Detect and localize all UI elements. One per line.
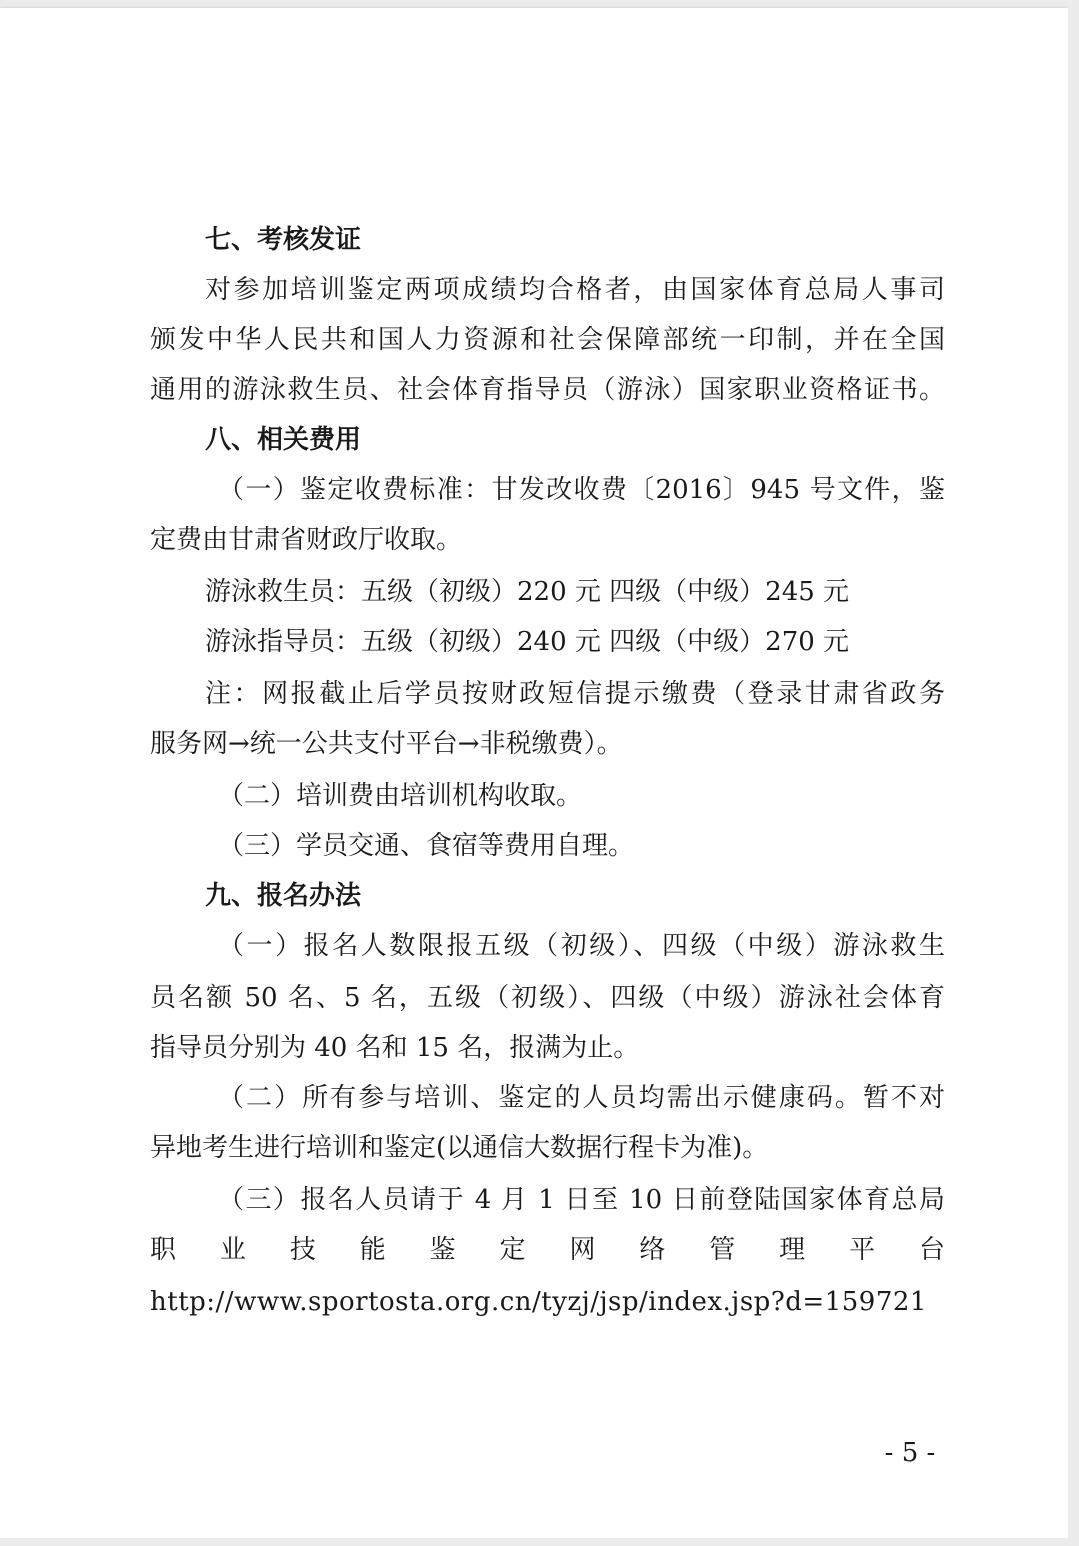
section9-item1-line-1: （一）报名人数限报五级（初级）、四级（中级）游泳救生 — [218, 931, 945, 961]
page-number: - 5 - — [884, 1438, 936, 1468]
section8-item3: （三）学员交通、食宿等费用自理。 — [218, 831, 635, 861]
section8-note-line-1: 注：网报截止后学员按财政短信提示缴费（登录甘肃省政务 — [205, 679, 945, 709]
section8-note-line-2: 服务网→统一公共支付平台→非税缴费）。 — [150, 729, 623, 759]
section7-line-1: 对参加培训鉴定两项成绩均合格者，由国家体育总局人事司 — [205, 275, 945, 305]
section-heading-7: 七、考核发证 — [205, 225, 362, 255]
section8-item2: （二）培训费由培训机构收取。 — [218, 781, 583, 811]
section7-line-3: 通用的游泳救生员、社会体育指导员（游泳）国家职业资格证书。 — [150, 375, 945, 405]
section9-item2-line-2: 异地考生进行培训和鉴定(以通信大数据行程卡为准)。 — [150, 1133, 769, 1163]
section9-item2-line-1: （二）所有参与培训、鉴定的人员均需出示健康码。暂不对 — [218, 1083, 945, 1113]
section8-item1-line-2: 定费由甘肃省财政厅收取。 — [150, 525, 463, 555]
section-heading-8: 八、相关费用 — [205, 425, 362, 455]
section7-line-2: 颁发中华人民共和国人力资源和社会保障部统一印制，并在全国 — [150, 325, 945, 355]
section9-item1-line-2: 员名额 50 名、5 名，五级（初级）、四级（中级）游泳社会体育 — [150, 983, 945, 1013]
scan-edge-top — [0, 0, 1079, 8]
section9-item1-line-3: 指导员分别为 40 名和 15 名，报满为止。 — [150, 1033, 640, 1063]
lifeguard-fee-line: 游泳救生员：五级（初级）220 元 四级（中级）245 元 — [205, 577, 850, 607]
scan-edge-right — [1068, 0, 1079, 1546]
section8-item1-line-1: （一）鉴定收费标准：甘发改收费〔2016〕945 号文件，鉴 — [218, 475, 945, 505]
registration-url: http://www.sportosta.org.cn/tyzj/jsp/index.jsp?d=159721 — [150, 1287, 927, 1317]
scan-edge-bottom — [0, 1538, 1079, 1546]
section9-item3-line-2: 职 业 技 能 鉴 定 网 络 管 理 平 台 — [150, 1235, 945, 1265]
section-heading-9: 九、报名办法 — [205, 881, 362, 911]
section9-item3-line-1: （三）报名人员请于 4 月 1 日至 10 日前登陆国家体育总局 — [218, 1185, 945, 1215]
instructor-fee-line: 游泳指导员：五级（初级）240 元 四级（中级）270 元 — [205, 627, 850, 657]
